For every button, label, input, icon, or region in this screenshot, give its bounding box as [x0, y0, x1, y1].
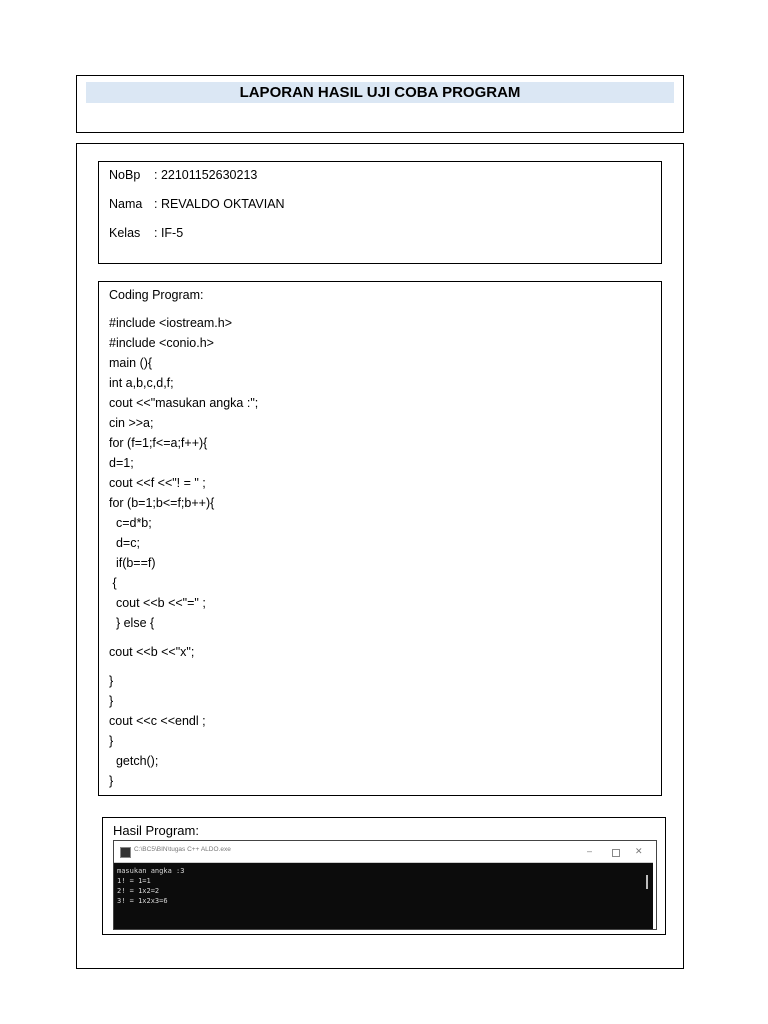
program-result-box — [102, 817, 666, 935]
nobp-label: NoBp — [109, 168, 141, 182]
kelas-value: : IF-5 — [154, 226, 184, 240]
code-line: } else { — [109, 616, 155, 630]
code-line: cout <<c <<endl ; — [109, 714, 206, 728]
code-line: cout <<b <<"x"; — [109, 645, 195, 659]
code-line: int a,b,c,d,f; — [109, 376, 174, 390]
report-header-box — [76, 75, 684, 133]
code-line: cin >>a; — [109, 416, 154, 430]
student-identity-box — [98, 161, 662, 264]
nama-label: Nama — [109, 197, 143, 211]
code-line: if(b==f) — [109, 556, 156, 570]
console-border — [653, 841, 656, 929]
program-result-title: Hasil Program: — [113, 823, 199, 838]
kelas-row — [109, 226, 183, 240]
code-line: getch(); — [109, 754, 159, 768]
console-app-icon — [120, 847, 131, 858]
console-output-line: 1! = 1=1 — [117, 877, 151, 885]
report-title: LAPORAN HASIL UJI COBA PROGRAM — [86, 82, 674, 103]
code-line: { — [109, 576, 117, 590]
coding-program-title: Coding Program: — [109, 288, 204, 302]
code-line: for (b=1;b<=f;b++){ — [109, 496, 215, 510]
kelas-label: Kelas — [109, 226, 141, 240]
nama-value: : REVALDO OKTAVIAN — [154, 197, 285, 211]
console-window-screenshot — [113, 840, 657, 930]
code-line: } — [109, 734, 114, 748]
code-line: } — [109, 674, 114, 688]
coding-program-box — [98, 281, 662, 796]
console-output-line: 2! = 1x2=2 — [117, 887, 160, 895]
code-line: cout <<b <<"=" ; — [109, 596, 206, 610]
close-icon: ✕ — [635, 846, 643, 856]
console-output-line: 3! = 1x2x3=6 — [117, 897, 168, 905]
code-line: } — [109, 774, 114, 788]
minimize-icon: – — [587, 846, 593, 856]
code-line: } — [109, 694, 114, 708]
console-output — [117, 866, 184, 906]
console-output-line: masukan angka :3 — [117, 867, 185, 875]
code-line: d=1; — [109, 456, 134, 470]
code-line: cout <<"masukan angka :"; — [109, 396, 259, 410]
code-line: cout <<f <<"! = " ; — [109, 476, 206, 490]
nobp-value: : 22101152630213 — [154, 168, 258, 182]
console-titlebar — [114, 841, 656, 863]
nama-row — [109, 197, 285, 211]
maximize-icon — [612, 849, 620, 857]
code-line: for (f=1;f<=a;f++){ — [109, 436, 208, 450]
code-line: main (){ — [109, 356, 153, 370]
code-line: d=c; — [109, 536, 140, 550]
console-window-title: C:\BC5\BIN\tugas C++ ALDO.exe — [134, 846, 231, 853]
console-scrollbar — [646, 875, 648, 889]
code-line: #include <iostream.h> — [109, 316, 232, 330]
nobp-row — [109, 168, 257, 182]
code-line: #include <conio.h> — [109, 336, 214, 350]
code-line: c=d*b; — [109, 516, 152, 530]
